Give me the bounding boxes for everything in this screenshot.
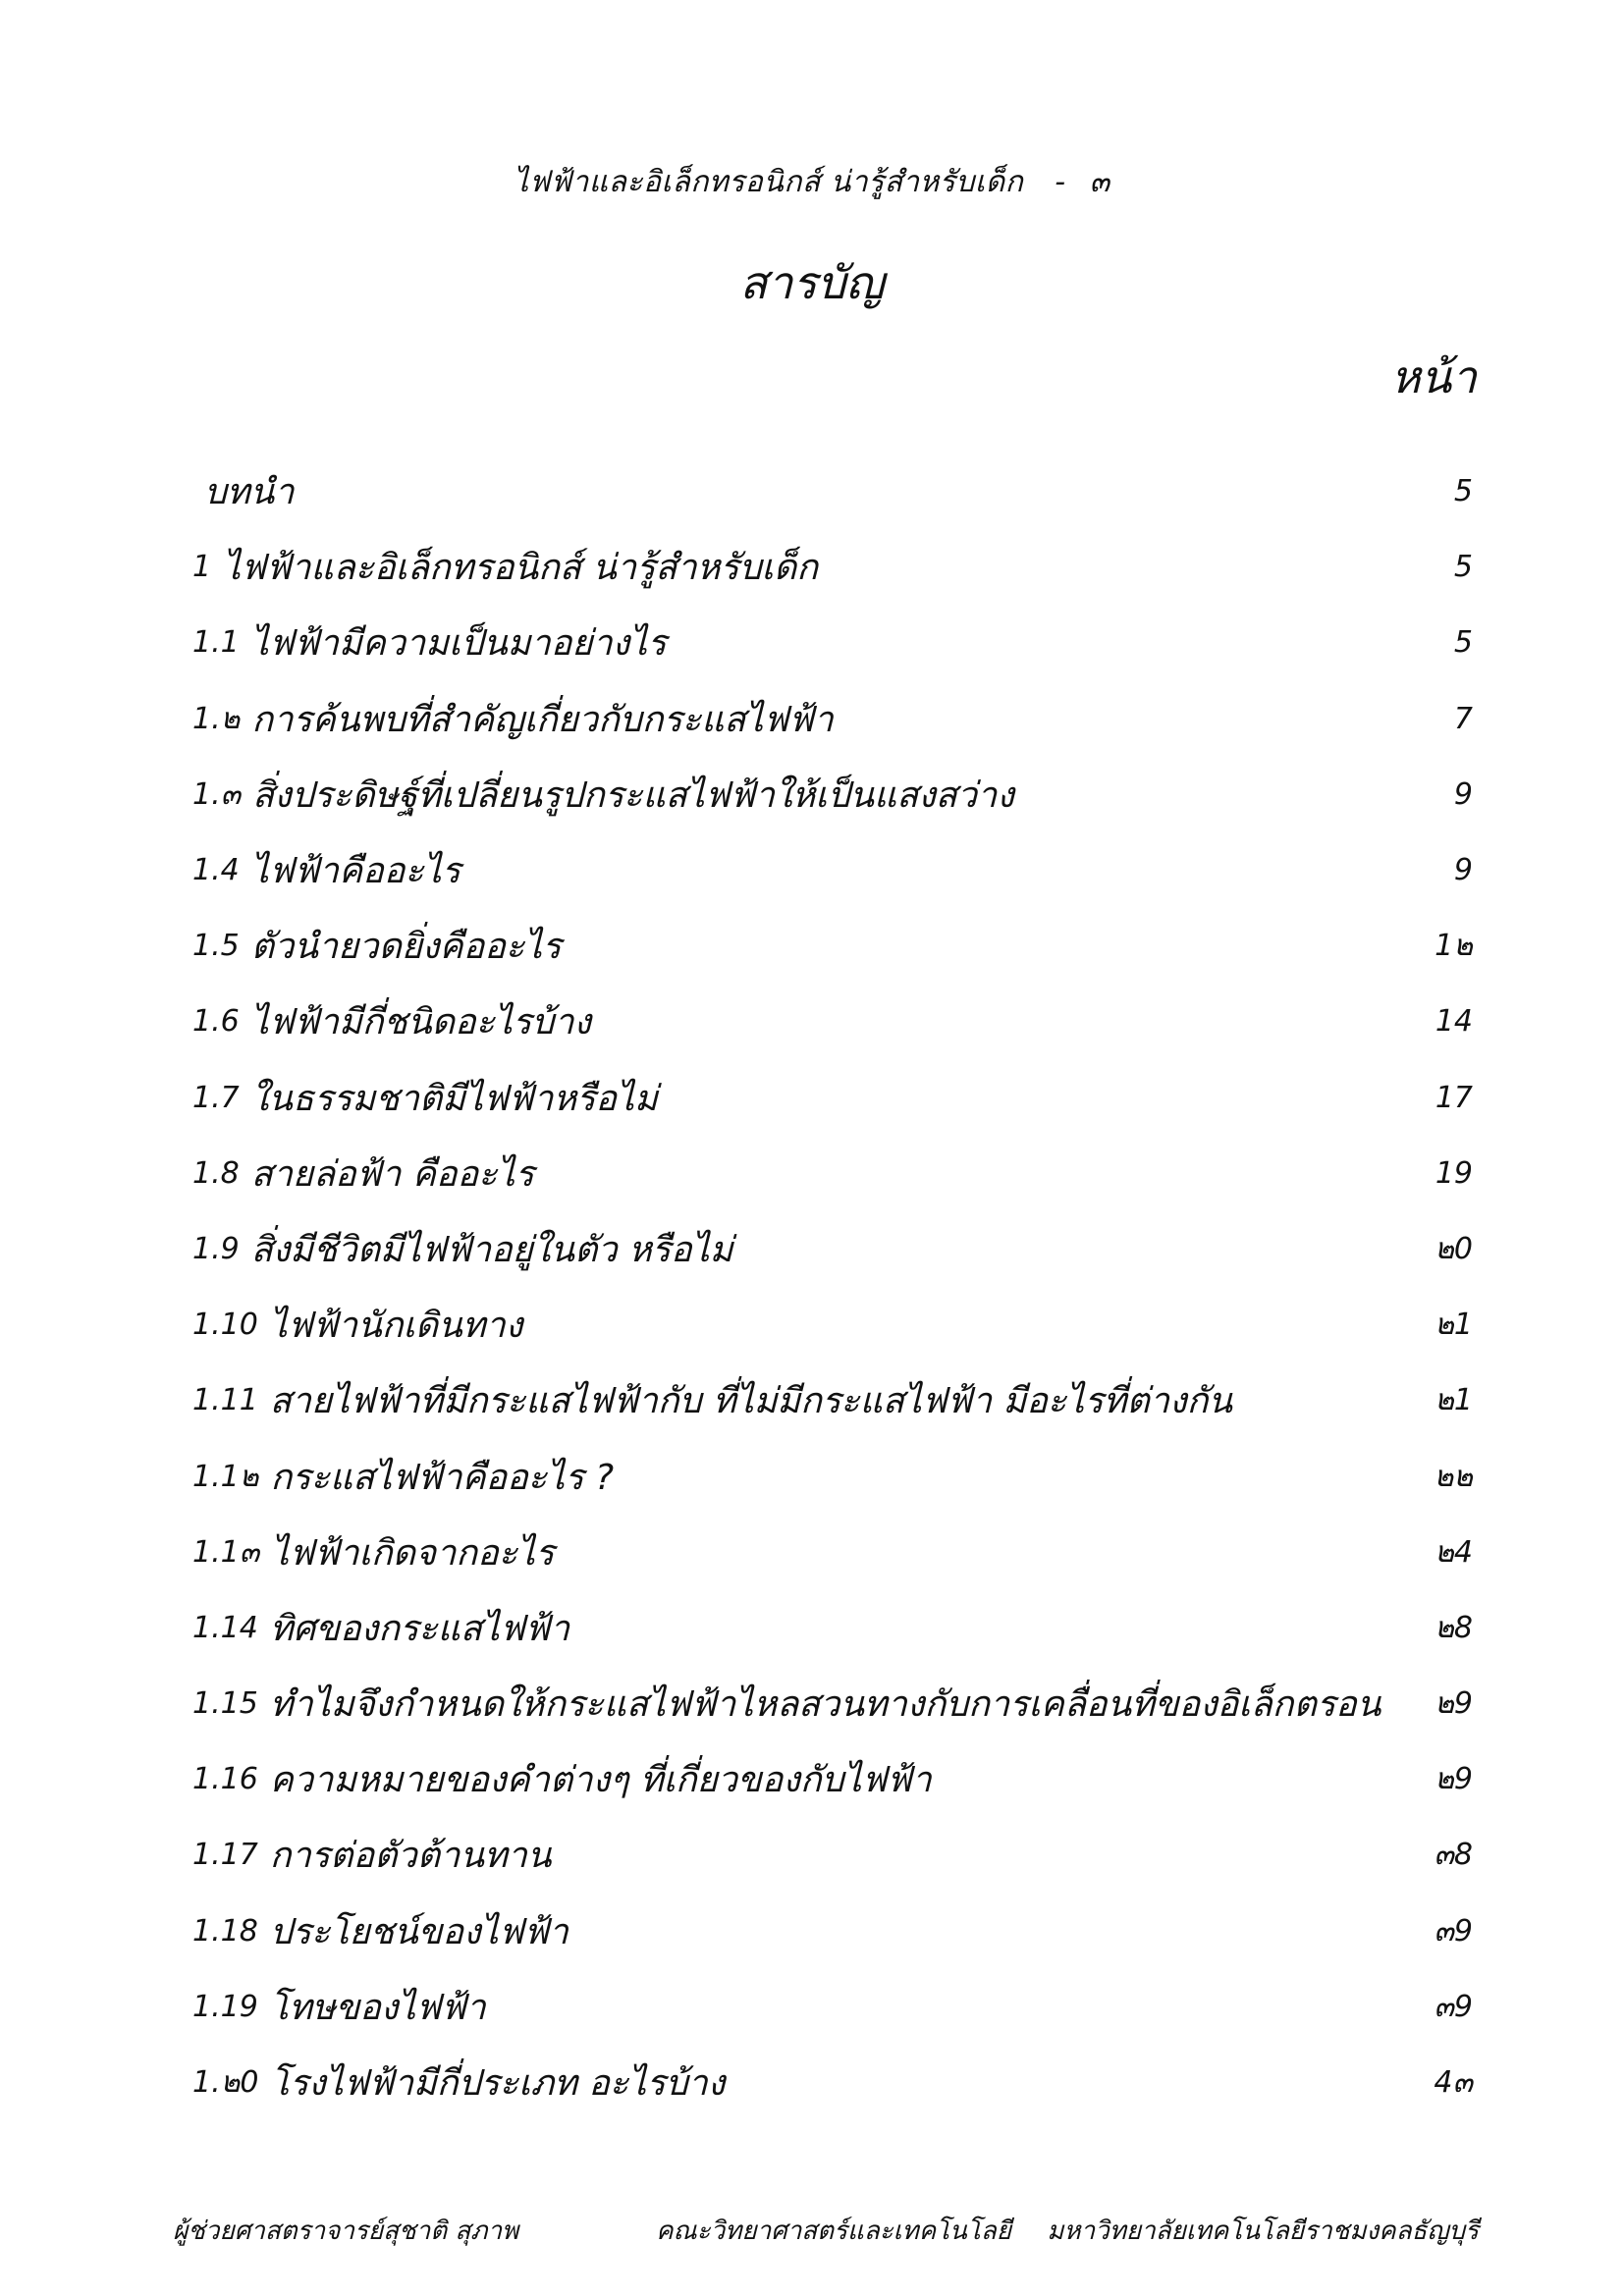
- footer-institution: [656, 2211, 1479, 2251]
- toc-entry-label: ไฟฟ้าเกิดจากอะไร: [271, 1532, 555, 1574]
- toc-entry: [192, 605, 1473, 680]
- toc-title: สารบัญ: [739, 256, 885, 309]
- toc-entry-number: 1.11: [192, 1383, 258, 1418]
- toc-entry-page: ๓9: [1434, 1913, 1473, 1949]
- toc-entry: [192, 1515, 1473, 1590]
- toc-entry-page: 19: [1435, 1155, 1473, 1191]
- toc-entry-number: 1.10: [192, 1308, 258, 1343]
- toc-entry: [192, 757, 1473, 832]
- toc-entry-label: ตัวนำยวดยิ่งคืออะไร: [250, 927, 562, 968]
- toc-entry-label: การค้นพบที่สำคัญเกี่ยวกับกระแสไฟฟ้า: [251, 699, 834, 740]
- toc-entry-number: 1.7: [192, 1080, 240, 1115]
- toc-entry-number: 1.1๓: [192, 1534, 260, 1570]
- toc-entry-page: ๒0: [1435, 1231, 1473, 1266]
- toc-entry: [192, 1894, 1473, 1969]
- running-header-title: ไฟฟ้าและอิเล็กทรอนิกส์ น่ารู้สำหรับเด็ก: [514, 165, 1024, 199]
- toc-entry-number: 1.16: [192, 1762, 258, 1797]
- toc-entry: [192, 832, 1473, 908]
- toc-entry-number: 1.6: [192, 1004, 240, 1040]
- toc-entry-label: บทนำ: [204, 472, 295, 513]
- toc-entry: [192, 1590, 1473, 1666]
- toc-entry-number: 1.1๒: [192, 1459, 259, 1494]
- toc-entry-page: ๒4: [1435, 1534, 1473, 1570]
- toc-entry-number: 1.8: [192, 1155, 240, 1191]
- toc-entry: [192, 1969, 1473, 2045]
- toc-entry-label: ทำไมจึงกำหนดให้กระแสไฟฟ้าไหลสวนทางกับการเคลื่อนที่ของอิเล็กตรอน: [269, 1684, 1381, 1726]
- toc-entry-label: กระแสไฟฟ้าคืออะไร ?: [270, 1457, 615, 1498]
- toc-entry: [192, 1287, 1473, 1362]
- toc-entry: [192, 454, 1473, 529]
- toc-entry-label: ไฟฟ้ามีกี่ชนิดอะไรบ้าง: [250, 1002, 592, 1043]
- page-column-heading: หน้า: [1390, 350, 1477, 403]
- toc-entry-page: ๒8: [1435, 1610, 1473, 1645]
- toc-entry-number: 1.17: [192, 1838, 258, 1873]
- toc-entry-number: 1.๒: [192, 701, 241, 736]
- toc-entry-page: ๒9: [1435, 1686, 1473, 1722]
- toc-list: [192, 454, 1473, 2120]
- toc-entry-number: 1.๒0: [192, 2065, 259, 2101]
- toc-entry-page: 5: [1453, 625, 1473, 661]
- toc-entry: [192, 529, 1473, 605]
- toc-entry-number: 1.18: [192, 1913, 258, 1949]
- toc-entry-number: 1.1: [192, 625, 240, 661]
- page-footer: [173, 2211, 1479, 2251]
- toc-entry-label: สายล่อฟ้า คืออะไร: [250, 1153, 534, 1195]
- toc-entry-label: ไฟฟ้านักเดินทาง: [269, 1306, 523, 1347]
- toc-entry-page: ๒๒: [1434, 1459, 1473, 1494]
- toc-entry-label: สิ่งประดิษฐ์ที่เปลี่ยนรูปกระแสไฟฟ้าให้เป็นแสงสว่าง: [252, 774, 1014, 816]
- toc-entry-number: 1.19: [192, 1989, 258, 2024]
- toc-entry-page: ๓8: [1434, 1838, 1473, 1873]
- toc-entry: [192, 1741, 1473, 1817]
- running-header: [0, 159, 1624, 205]
- toc-entry-label: สายไฟฟ้าที่มีกระแสไฟฟ้ากับ ที่ไม่มีกระแสไฟฟ้า มีอะไรที่ต่างกัน: [269, 1381, 1232, 1422]
- toc-entry-number: 1.4: [192, 853, 240, 888]
- toc-entry-page: 7: [1453, 701, 1473, 736]
- toc-entry-page: 5: [1453, 474, 1473, 509]
- toc-entry-page: 9: [1453, 776, 1473, 812]
- running-header-page-number: ๓: [1089, 165, 1110, 199]
- toc-entry: [192, 2045, 1473, 2120]
- toc-entry: [192, 908, 1473, 984]
- toc-entry-page: 17: [1435, 1080, 1473, 1115]
- toc-entry-page: 1๒: [1435, 929, 1473, 964]
- toc-entry-label: สิ่งมีชีวิตมีไฟฟ้าอยู่ในตัว หรือไม่: [250, 1229, 733, 1270]
- running-header-separator: -: [1055, 165, 1066, 199]
- toc-entry-page: ๒1: [1435, 1383, 1473, 1418]
- toc-entry-label: ในธรรมชาติมีไฟฟ้าหรือไม่: [250, 1078, 658, 1119]
- toc-entry-label: ประโยชน์ของไฟฟ้า: [269, 1911, 568, 1952]
- toc-entry-page: ๒9: [1435, 1762, 1473, 1797]
- toc-entry: [192, 1362, 1473, 1438]
- footer-faculty: คณะวิทยาศาสตร์และเทคโนโลยี: [656, 2216, 1011, 2246]
- toc-entry: [192, 1666, 1473, 1741]
- toc-entry-page: 4๓: [1434, 2065, 1473, 2101]
- toc-entry-label: ทิศของกระแสไฟฟ้า: [269, 1608, 570, 1649]
- toc-entry-page: 14: [1435, 1004, 1473, 1040]
- toc-entry: [192, 1060, 1473, 1136]
- toc-entry-number: 1.9: [192, 1231, 240, 1266]
- toc-entry-page: 5: [1453, 550, 1473, 585]
- toc-entry-label: ไฟฟ้ามีความเป็นมาอย่างไร: [250, 623, 667, 665]
- toc-entry-label: ความหมายของคำต่างๆ ที่เกี่ยวของกับไฟฟ้า: [269, 1760, 932, 1801]
- footer-university: มหาวิทยาลัยเทคโนโลยีราชมงคลธัญบุรี: [1047, 2216, 1479, 2246]
- toc-entry-label: โทษของไฟฟ้า: [269, 1987, 486, 2028]
- toc-entry-label: โรงไฟฟ้ามีกี่ประเภท อะไรบ้าง: [270, 2063, 726, 2105]
- footer-author: ผู้ช่วยศาสตราจารย์สุชาติ สุภาพ: [173, 2216, 519, 2246]
- toc-entry-page: ๓9: [1434, 1989, 1473, 2024]
- toc-entry: [192, 1438, 1473, 1514]
- toc-entry: [192, 984, 1473, 1059]
- toc-entry: [192, 1136, 1473, 1211]
- toc-entry-number: 1.๓: [192, 776, 242, 812]
- toc-entry-number: 1.5: [192, 929, 240, 964]
- toc-entry-number: 1.14: [192, 1610, 258, 1645]
- toc-entry: [192, 1817, 1473, 1893]
- toc-entry-label: การต่อตัวต้านทาน: [269, 1836, 552, 1877]
- toc-entry-label: ไฟฟ้าคืออะไร: [250, 851, 461, 892]
- toc-entry-page: 9: [1453, 853, 1473, 888]
- toc-entry-page: ๒1: [1435, 1308, 1473, 1343]
- toc-entry: [192, 681, 1473, 757]
- toc-entry-number: 1.15: [192, 1686, 258, 1722]
- toc-entry-number: 1: [192, 550, 212, 585]
- toc-entry: [192, 1211, 1473, 1287]
- toc-entry-label: ไฟฟ้าและอิเล็กทรอนิกส์ น่ารู้สำหรับเด็ก: [223, 548, 819, 589]
